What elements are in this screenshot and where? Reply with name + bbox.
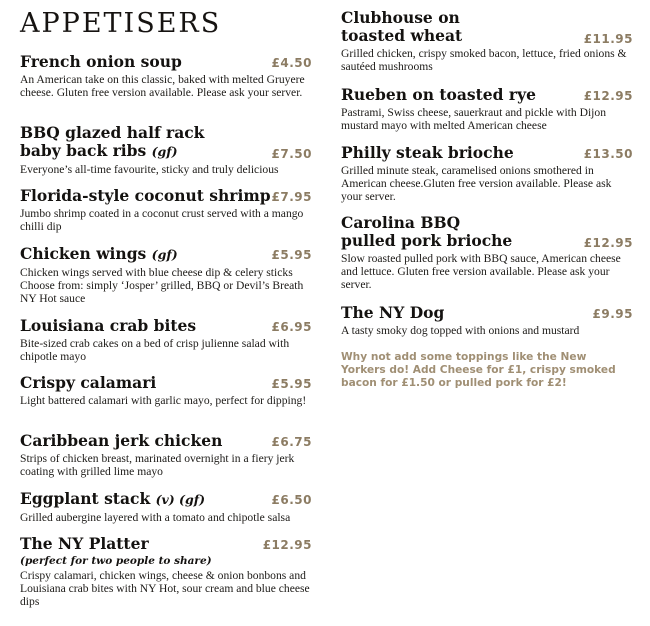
item-name: Eggplant stack (20, 489, 151, 508)
item-name: Clubhouse on (341, 8, 460, 27)
item-name: Rueben on toasted rye (341, 85, 536, 104)
menu-item (20, 53, 312, 99)
item-name: BBQ glazed half rack (20, 123, 205, 142)
menu-item (20, 432, 312, 478)
item-description: Jumbo shrimp coated in a coconut crust served with a mango chilli dip (20, 207, 304, 234)
item-description: Pastrami, Swiss cheese, sauerkraut and pickle with Dijon mustard mayo with melted American cheese (341, 106, 606, 133)
item-price: £5.95 (271, 248, 312, 262)
menu-item (20, 317, 312, 363)
item-description: Grilled minute steak, caramelised onions smothered in American cheese.Gluten free version available. Please ask your server. (341, 164, 612, 204)
item-price: £5.95 (271, 377, 312, 391)
menu-item (341, 214, 633, 292)
item-price: £7.95 (271, 190, 312, 204)
menu-item (20, 124, 312, 176)
dietary-tag: (v) (gf) (155, 492, 205, 507)
menu-item (20, 245, 312, 306)
item-price: £11.95 (583, 32, 633, 46)
item-price: £6.95 (271, 320, 312, 334)
item-name: French onion soup (20, 52, 182, 71)
item-description: Slow roasted pulled pork with BBQ sauce, American cheese and lettuce. Gluten free version available. Please ask your server. (341, 252, 621, 292)
item-name-line2: baby back ribs (20, 141, 147, 160)
item-description: Grilled aubergine layered with a tomato and chipotle salsa (20, 511, 291, 524)
menu-item (341, 86, 633, 132)
item-name-line2: toasted wheat (341, 26, 463, 45)
item-price: £4.50 (271, 56, 312, 70)
item-description: Crispy calamari, chicken wings, cheese & onion bonbons and Louisiana crab bites with NY Hot, sour cream and blue cheese dips (20, 569, 310, 609)
item-name: Louisiana crab bites (20, 316, 197, 335)
menu-item (341, 304, 633, 337)
item-description: Chicken wings served with blue cheese dip & celery sticks Choose from: simply ‘Josper’ grilled, BBQ or Devil’s Breath NY Hot sauce (20, 266, 304, 306)
menu-item (20, 374, 312, 407)
menu-item (20, 490, 312, 524)
dietary-tag: (gf) (151, 144, 178, 159)
item-name: Philly steak brioche (341, 143, 514, 162)
item-price: £9.95 (592, 307, 633, 321)
item-price: £12.95 (583, 236, 633, 250)
item-name: The NY Dog (341, 303, 445, 322)
item-price: £6.50 (271, 493, 312, 507)
item-name-line2: pulled pork brioche (341, 231, 513, 250)
section-title: APPETISERS (20, 8, 222, 39)
item-name: Crispy calamari (20, 373, 157, 392)
menu-item (341, 9, 633, 73)
menu-item (341, 144, 633, 204)
item-subtitle: (perfect for two people to share) (20, 555, 212, 567)
item-name: Carolina BBQ (341, 213, 461, 232)
menu-item (20, 187, 312, 233)
toppings-note: Why not add some toppings like the New Yorkers do! Add Cheese for £1, crispy smoked bacon for £1.50 or pulled pork for £2! (341, 351, 616, 390)
item-price: £7.50 (271, 147, 312, 161)
item-price: £12.95 (583, 89, 633, 103)
item-price: £12.95 (262, 538, 312, 552)
item-description: Light battered calamari with garlic mayo, perfect for dipping! (20, 394, 307, 407)
item-description: Grilled chicken, crispy smoked bacon, lettuce, fried onions & sautéed mushrooms (341, 47, 627, 74)
item-name: Caribbean jerk chicken (20, 431, 223, 450)
item-name: The NY Platter (20, 534, 149, 553)
item-name: Chicken wings (20, 244, 147, 263)
menu-item (20, 535, 312, 609)
item-description: An American take on this classic, baked with melted Gruyere cheese. Gluten free version available. Please ask your server. (20, 73, 305, 100)
item-description: Strips of chicken breast, marinated overnight in a fiery jerk coating with grilled lime mayo (20, 452, 295, 479)
item-name: Florida-style coconut shrimp (20, 186, 271, 205)
item-description: Bite-sized crab cakes on a bed of crisp julienne salad with chipotle mayo (20, 337, 290, 364)
item-price: £13.50 (583, 147, 633, 161)
item-price: £6.75 (271, 435, 312, 449)
dietary-tag: (gf) (151, 247, 178, 262)
item-description: Everyone’s all-time favourite, sticky and truly delicious (20, 163, 279, 176)
item-description: A tasty smoky dog topped with onions and mustard (341, 324, 580, 337)
